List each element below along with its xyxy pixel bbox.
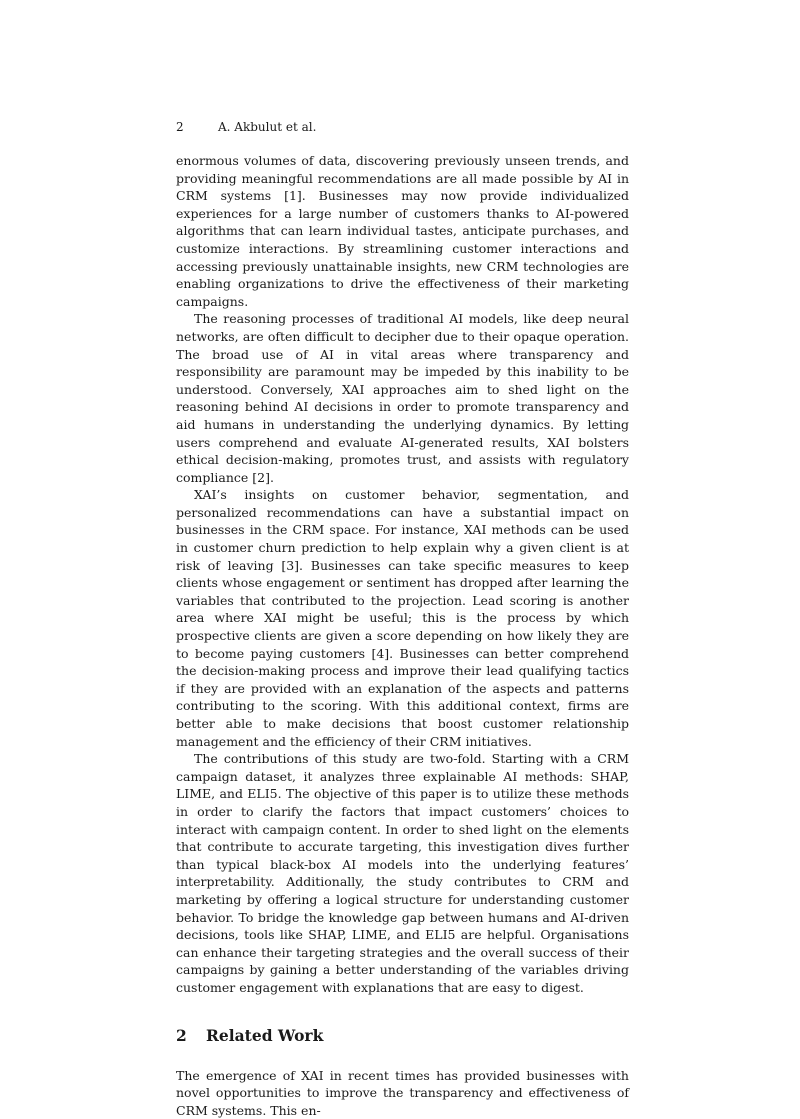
- body-paragraph-2: The reasoning processes of traditional AI models, like deep neural networks, are often difficult to decipher due to their opaque operation. The broad use of AI in vital areas where transparency and responsibility are paramount may be impeded by this inability to be understood. Conversely, XAI approaches aim to shed light on the reasoning behind AI decisions in order to promote transparency and aid humans in understanding the underlying dynamics. By letting users comprehend and evaluate AI-generated results, XAI bolsters ethical decision-making, promotes trust, and assists with regulatory compliance [2].: [176, 310, 629, 486]
- section-heading: [176, 1025, 629, 1047]
- body-paragraph-3: XAI’s insights on customer behavior, segmentation, and personalized recommendations can have a substantial impact on businesses in the CRM space. For instance, XAI methods can be used in customer churn prediction to help explain why a given client is at risk of leaving [3]. Businesses can take specific measures to keep clients whose engagement or sentiment has dropped after learning the variables that contributed to the projection. Lead scoring is another area where XAI might be useful; this is the process by which prospective clients are given a score depending on how likely they are to become paying customers [4]. Businesses can better comprehend the decision-making process and improve their lead qualifying tactics if they are provided with an explanation of the aspects and patterns contributing to the scoring. With this additional context, firms are better able to make decisions that boost customer relationship management and the efficiency of their CRM initiatives.: [176, 486, 629, 750]
- body-paragraph-1: enormous volumes of data, discovering previously unseen trends, and providing meaningful recommendations are all made possible by AI in CRM systems [1]. Businesses may now provide individualized experiences for a large number of customers thanks to AI-powered algorithms that can learn individual tastes, anticipate purchases, and customize interactions. By streamlining customer interactions and accessing previously unattainable insights, new CRM technologies are enabling organizations to drive the effectiveness of their marketing campaigns.: [176, 152, 629, 310]
- page-number: 2: [176, 118, 218, 136]
- section-number: 2: [176, 1025, 206, 1047]
- paper-page: [176, 118, 629, 1119]
- section-title: Related Work: [206, 1026, 323, 1045]
- section-paragraph-1: The emergence of XAI in recent times has provided businesses with novel opportunities to improve the transparency and effectiveness of CRM systems. This en-: [176, 1067, 629, 1119]
- body-paragraph-4: The contributions of this study are two-fold. Starting with a CRM campaign dataset, it analyzes three explainable AI methods: SHAP, LIME, and ELI5. The objective of this paper is to utilize these methods in order to clarify the factors that impact customers’ choices to interact with campaign content. In order to shed light on the elements that contribute to accurate targeting, this investigation dives further than typical black-box AI models into the underlying features’ interpretability. Additionally, the study contributes to CRM and marketing by offering a logical structure for understanding customer behavior. To bridge the knowledge gap between humans and AI-driven decisions, tools like SHAP, LIME, and ELI5 are helpful. Organisations can enhance their targeting strategies and the overall success of their campaigns by gaining a better understanding of the variables driving customer engagement with explanations that are easy to digest.: [176, 750, 629, 996]
- running-head-authors: A. Akbulut et al.: [218, 120, 316, 134]
- running-head: [176, 118, 629, 136]
